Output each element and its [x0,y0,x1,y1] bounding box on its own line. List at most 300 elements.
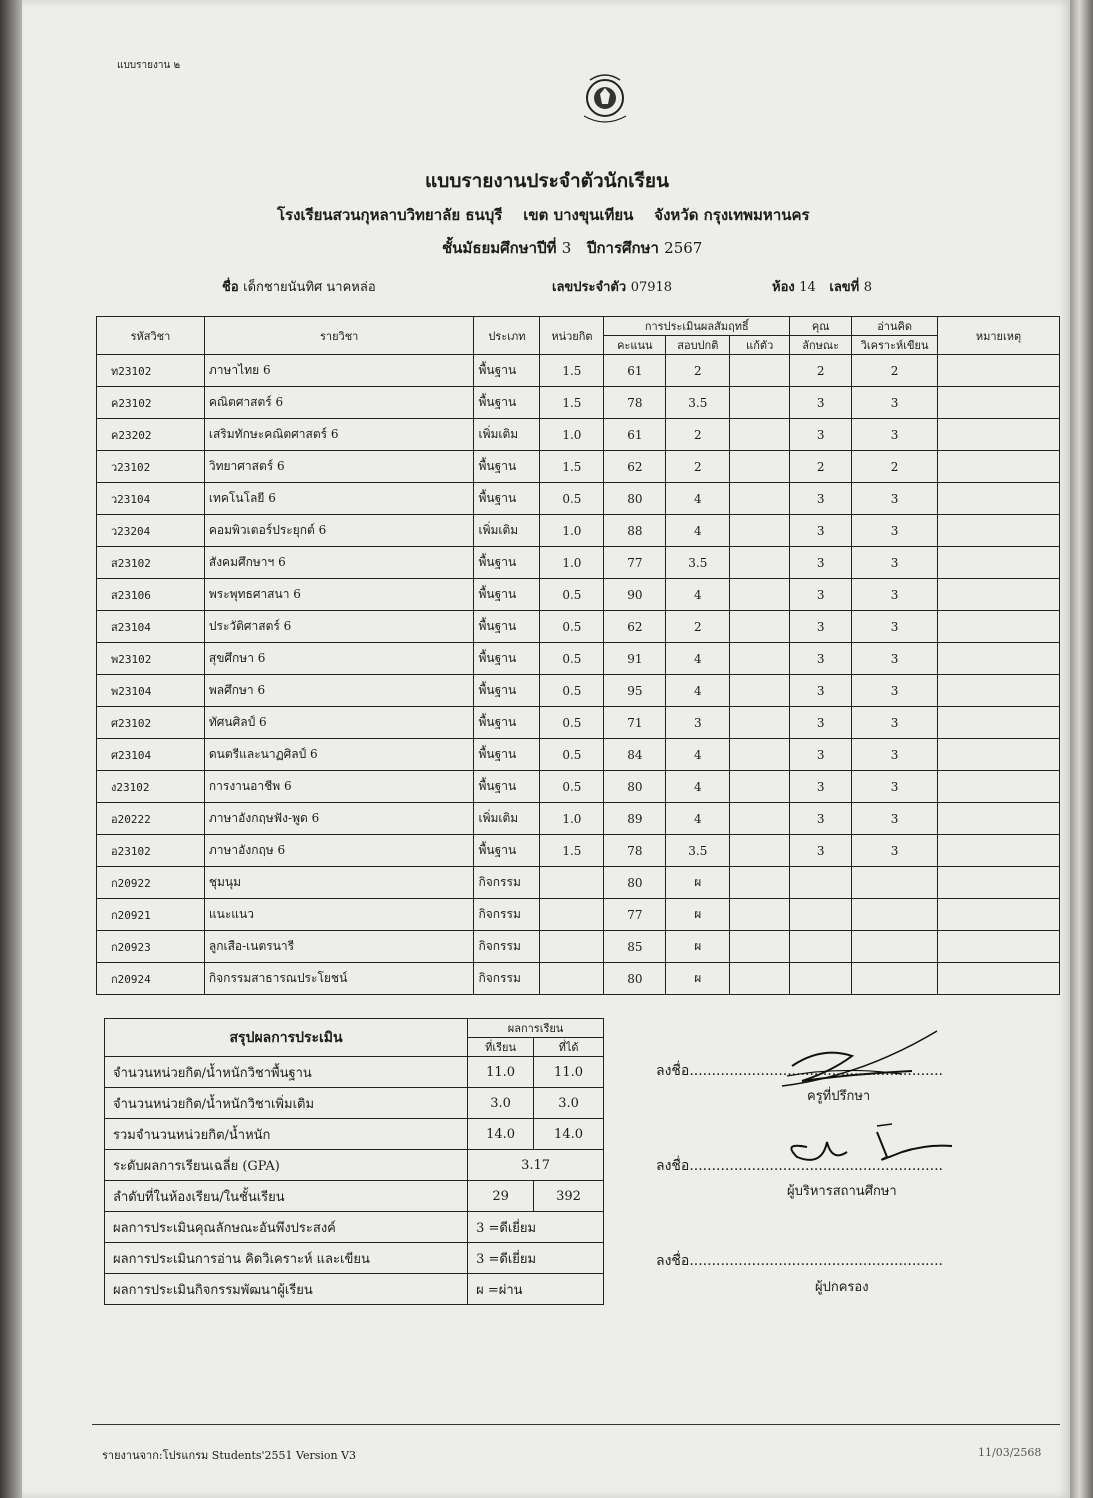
cell-remark [938,835,1060,867]
cell-remark [938,579,1060,611]
cell-subject: ดนตรีและนาฏศิลป์ 6 [204,739,474,771]
cell-exam: ผ [666,931,730,963]
cell-character: 3 [790,803,852,835]
table-row [97,451,1060,483]
cell-code: ส23102 [97,547,205,579]
cell-fix [730,739,790,771]
header-remark: หมายเหตุ [938,317,1060,355]
cell-type: พื้นฐาน [474,835,540,867]
room-label: ห้อง [772,280,795,295]
total-earned: 14.0 [534,1119,604,1150]
director-role: ผู้บริหารสถานศึกษา [787,1184,897,1199]
cell-credits: 0.5 [540,707,604,739]
student-name-line [222,276,376,297]
grades-body [97,355,1060,995]
cell-exam: 2 [666,355,730,387]
cell-character: 3 [790,547,852,579]
cell-reading: 3 [852,803,938,835]
cell-score: 61 [604,419,666,451]
cell-score: 85 [604,931,666,963]
cell-subject: วิทยาศาสตร์ 6 [204,451,474,483]
cell-score: 61 [604,355,666,387]
cell-score: 77 [604,899,666,931]
cell-character [790,931,852,963]
cell-code: ส23104 [97,611,205,643]
table-row [97,515,1060,547]
cell-character: 3 [790,387,852,419]
summary-row-character [105,1212,604,1243]
header-reading-1: อ่านคิด [852,317,938,336]
cell-type: พื้นฐาน [474,611,540,643]
cell-exam: 2 [666,451,730,483]
cell-character: 3 [790,419,852,451]
cell-remark [938,387,1060,419]
cell-exam: 3.5 [666,387,730,419]
cell-remark [938,899,1060,931]
cell-remark [938,931,1060,963]
cell-code: ก20922 [97,867,205,899]
cell-credits: 0.5 [540,483,604,515]
cell-subject: พลศึกษา 6 [204,675,474,707]
parent-role: ผู้ปกครอง [815,1280,869,1295]
summary-row-basic [105,1057,604,1088]
cell-exam: 4 [666,771,730,803]
cell-score: 84 [604,739,666,771]
cell-exam: 2 [666,611,730,643]
cell-type: พื้นฐาน [474,387,540,419]
cell-credits: 1.5 [540,835,604,867]
cell-reading: 3 [852,387,938,419]
cell-exam: 2 [666,419,730,451]
cell-credits: 0.5 [540,739,604,771]
school-province: จังหวัด กรุงเทพมหานคร [654,206,810,224]
advisor-sign-line: ลงชื่อ......................................................... [656,1063,943,1079]
header-type: ประเภท [474,317,540,355]
cell-code: พ23102 [97,643,205,675]
cell-reading: 3 [852,835,938,867]
cell-character: 3 [790,483,852,515]
number-label: เลขที่ [829,280,860,295]
table-row [97,771,1060,803]
cell-credits: 1.0 [540,419,604,451]
cell-type: พื้นฐาน [474,355,540,387]
cell-score: 62 [604,611,666,643]
cell-code: ศ23102 [97,707,205,739]
cell-character: 3 [790,579,852,611]
cell-credits: 0.5 [540,611,604,643]
header-code: รหัสวิชา [97,317,205,355]
cell-credits: 1.0 [540,515,604,547]
cell-reading: 3 [852,483,938,515]
cell-remark [938,419,1060,451]
table-row [97,643,1060,675]
cell-code: ศ23104 [97,739,205,771]
cell-score: 80 [604,483,666,515]
cell-score: 71 [604,707,666,739]
cell-character: 3 [790,835,852,867]
gpa-label: ระดับผลการเรียนเฉลี่ย (GPA) [105,1150,468,1181]
cell-credits: 0.5 [540,771,604,803]
table-row [97,675,1060,707]
cell-subject: เสริมทักษะคณิตศาสตร์ 6 [204,419,474,451]
school-line [277,203,810,227]
summary-row-reading [105,1243,604,1274]
cell-subject: ประวัติศาสตร์ 6 [204,611,474,643]
summary-result-header: ผลการเรียน [468,1019,604,1038]
reading-label: ผลการประเมินการอ่าน คิดวิเคราะห์ และเขียน [105,1243,468,1274]
cell-remark [938,771,1060,803]
cell-remark [938,867,1060,899]
cell-fix [730,931,790,963]
cell-type: พื้นฐาน [474,707,540,739]
cell-code: ว23204 [97,515,205,547]
cell-remark [938,643,1060,675]
total-label: รวมจำนวนหน่วยกิต/น้ำหนัก [105,1119,468,1150]
cell-credits [540,899,604,931]
cell-character: 2 [790,355,852,387]
cell-subject: กิจกรรมสาธารณประโยชน์ [204,963,474,995]
summary-col-earned: ที่ได้ [534,1038,604,1057]
cell-exam: 4 [666,643,730,675]
extra-label: จำนวนหน่วยกิต/น้ำหนักวิชาเพิ่มเติม [105,1088,468,1119]
cell-exam: 3.5 [666,835,730,867]
student-name: เด็กชายนันทิศ นาคหล่อ [243,280,376,295]
cell-type: เพิ่มเติม [474,419,540,451]
cell-remark [938,675,1060,707]
cell-reading: 3 [852,771,938,803]
room-value: 14 [799,280,816,295]
table-row [97,931,1060,963]
cell-reading: 2 [852,355,938,387]
name-label: ชื่อ [222,280,239,295]
rank-class: 392 [534,1181,604,1212]
cell-subject: พระพุทธศาสนา 6 [204,579,474,611]
header-reading-2: วิเคราะห์เขียน [852,336,938,355]
cell-score: 80 [604,771,666,803]
table-row [97,867,1060,899]
cell-fix [730,867,790,899]
cell-credits: 1.5 [540,387,604,419]
level-label: ชั้นมัธยมศึกษาปีที่ [442,239,557,257]
cell-credits: 1.0 [540,547,604,579]
school-name: โรงเรียนสวนกุหลาบวิทยาลัย ธนบุรี [277,206,503,224]
cell-exam: 4 [666,579,730,611]
cell-fix [730,579,790,611]
cell-subject: คณิตศาสตร์ 6 [204,387,474,419]
cell-score: 91 [604,643,666,675]
cell-reading: 3 [852,515,938,547]
student-id: 07918 [630,280,673,295]
table-row [97,579,1060,611]
cell-remark [938,611,1060,643]
cell-remark [938,451,1060,483]
cell-subject: แนะแนว [204,899,474,931]
cell-exam: ผ [666,867,730,899]
cell-reading: 3 [852,579,938,611]
header-score: คะแนน [604,336,666,355]
cell-code: ค23102 [97,387,205,419]
table-row [97,963,1060,995]
cell-type: พื้นฐาน [474,643,540,675]
cell-type: พื้นฐาน [474,675,540,707]
cell-reading [852,899,938,931]
cell-score: 88 [604,515,666,547]
cell-fix [730,387,790,419]
table-row [97,803,1060,835]
form-code: แบบรายงาน ๒ [117,60,181,71]
cell-reading [852,963,938,995]
cell-credits: 0.5 [540,579,604,611]
cell-subject: ภาษาไทย 6 [204,355,474,387]
report-title: แบบรายงานประจำตัวนักเรียน [425,170,669,192]
character-value: 3 =ดีเยี่ยม [468,1212,604,1243]
cell-reading [852,867,938,899]
director-signature-icon [752,1112,952,1172]
cell-reading: 3 [852,707,938,739]
cell-score: 89 [604,803,666,835]
cell-exam: ผ [666,899,730,931]
cell-code: ว23104 [97,483,205,515]
basic-earned: 11.0 [534,1057,604,1088]
cell-character: 3 [790,771,852,803]
cell-fix [730,355,790,387]
summary-title: สรุปผลการประเมิน [105,1019,468,1057]
cell-type: พื้นฐาน [474,579,540,611]
header-credits: หน่วยกิต [540,317,604,355]
cell-code: ก20921 [97,899,205,931]
cell-exam: 4 [666,739,730,771]
cell-exam: 4 [666,675,730,707]
cell-fix [730,643,790,675]
cell-type: กิจกรรม [474,899,540,931]
cell-reading: 3 [852,739,938,771]
table-row [97,835,1060,867]
cell-subject: สังคมศึกษาฯ 6 [204,547,474,579]
cell-type: กิจกรรม [474,931,540,963]
cell-character: 3 [790,707,852,739]
advisor-role: ครูที่ปรึกษา [807,1089,871,1104]
cell-remark [938,355,1060,387]
cell-character: 3 [790,675,852,707]
number-value: 8 [863,280,873,295]
cell-code: ส23106 [97,579,205,611]
cell-character: 3 [790,515,852,547]
summary-row-total [105,1119,604,1150]
room-line [772,276,872,297]
cell-subject: สุขศึกษา 6 [204,643,474,675]
year-label: ปีการศึกษา [586,239,659,257]
footer-divider [92,1424,1060,1425]
cell-fix [730,803,790,835]
cell-reading [852,931,938,963]
cell-exam: 4 [666,483,730,515]
cell-subject: การงานอาชีพ 6 [204,771,474,803]
cell-score: 62 [604,451,666,483]
cell-fix [730,963,790,995]
cell-exam: 3 [666,707,730,739]
cell-type: พื้นฐาน [474,739,540,771]
cell-remark [938,707,1060,739]
basic-studied: 11.0 [468,1057,534,1088]
cell-remark [938,515,1060,547]
report-paper [22,0,1072,1498]
grades-table [96,316,1060,995]
cell-type: พื้นฐาน [474,771,540,803]
rank-room: 29 [468,1181,534,1212]
cell-character [790,899,852,931]
cell-fix [730,451,790,483]
table-row [97,483,1060,515]
header-subject: รายวิชา [204,317,474,355]
cell-code: พ23104 [97,675,205,707]
header-assessment: การประเมินผลสัมฤทธิ์ [604,317,790,336]
cell-reading: 3 [852,675,938,707]
cell-credits [540,931,604,963]
table-row [97,387,1060,419]
header-fix: แก้ตัว [730,336,790,355]
summary-row-extra [105,1088,604,1119]
cell-fix [730,483,790,515]
cell-credits: 1.0 [540,803,604,835]
cell-type: พื้นฐาน [474,451,540,483]
cell-credits: 1.5 [540,451,604,483]
level-value: 3 [561,239,572,257]
cell-type: เพิ่มเติม [474,803,540,835]
cell-subject: ลูกเสือ-เนตรนารี [204,931,474,963]
cell-reading: 3 [852,611,938,643]
summary-col-studied: ที่เรียน [468,1038,534,1057]
cell-remark [938,739,1060,771]
cell-exam: 4 [666,803,730,835]
cell-subject: ภาษาอังกฤษ 6 [204,835,474,867]
cell-character: 2 [790,451,852,483]
cell-subject: ทัศนศิลป์ 6 [204,707,474,739]
cell-fix [730,675,790,707]
cell-reading: 3 [852,419,938,451]
header-character-1: คุณ [790,317,852,336]
binder-left-edge [0,0,22,1498]
footer-date: 11/03/2568 [978,1446,1042,1459]
activity-value: ผ =ผ่าน [468,1274,604,1305]
cell-character: 3 [790,611,852,643]
cell-code: ก20924 [97,963,205,995]
cell-exam: ผ [666,963,730,995]
table-row [97,419,1060,451]
cell-code: อ20222 [97,803,205,835]
cell-code: ก20923 [97,931,205,963]
summary-row-rank [105,1181,604,1212]
cell-reading: 3 [852,643,938,675]
table-row [97,611,1060,643]
cell-fix [730,771,790,803]
cell-type: กิจกรรม [474,867,540,899]
cell-exam: 3.5 [666,547,730,579]
gpa-value: 3.17 [468,1150,604,1181]
cell-character: 3 [790,739,852,771]
basic-label: จำนวนหน่วยกิต/น้ำหนักวิชาพื้นฐาน [105,1057,468,1088]
year-value: 2567 [664,239,703,257]
cell-fix [730,611,790,643]
cell-fix [730,547,790,579]
cell-credits [540,963,604,995]
cell-subject: คอมพิวเตอร์ประยุกต์ 6 [204,515,474,547]
extra-earned: 3.0 [534,1088,604,1119]
cell-reading: 2 [852,451,938,483]
extra-studied: 3.0 [468,1088,534,1119]
cell-score: 80 [604,867,666,899]
cell-type: พื้นฐาน [474,483,540,515]
rank-label: ลำดับที่ในห้องเรียน/ในชั้นเรียน [105,1181,468,1212]
cell-type: เพิ่มเติม [474,515,540,547]
cell-score: 78 [604,835,666,867]
cell-type: พื้นฐาน [474,547,540,579]
class-line [442,236,702,260]
cell-code: ง23102 [97,771,205,803]
table-row [97,739,1060,771]
summary-row-activity [105,1274,604,1305]
cell-code: ท23102 [97,355,205,387]
cell-remark [938,963,1060,995]
table-row [97,547,1060,579]
cell-type: กิจกรรม [474,963,540,995]
cell-score: 77 [604,547,666,579]
cell-character: 3 [790,643,852,675]
cell-score: 90 [604,579,666,611]
cell-credits [540,867,604,899]
summary-table [104,1018,604,1305]
cell-subject: ชุมนุม [204,867,474,899]
header-exam: สอบปกติ [666,336,730,355]
table-row [97,707,1060,739]
cell-reading: 3 [852,547,938,579]
school-seal-icon [570,66,640,128]
cell-credits: 1.5 [540,355,604,387]
cell-subject: เทคโนโลยี 6 [204,483,474,515]
cell-score: 95 [604,675,666,707]
cell-fix [730,419,790,451]
director-sign-line: ลงชื่อ......................................................... [656,1158,943,1174]
table-row [97,899,1060,931]
character-label: ผลการประเมินคุณลักษณะอันพึงประสงค์ [105,1212,468,1243]
cell-fix [730,835,790,867]
cell-subject: ภาษาอังกฤษฟัง-พูด 6 [204,803,474,835]
total-studied: 14.0 [468,1119,534,1150]
cell-score: 78 [604,387,666,419]
footer-source: รายงานจาก:โปรแกรม Students'2551 Version V3 [102,1449,357,1462]
id-label: เลขประจำตัว [552,280,627,295]
cell-remark [938,547,1060,579]
cell-fix [730,899,790,931]
cell-score: 80 [604,963,666,995]
cell-credits: 0.5 [540,675,604,707]
summary-row-gpa [105,1150,604,1181]
reading-value: 3 =ดีเยี่ยม [468,1243,604,1274]
activity-label: ผลการประเมินกิจกรรมพัฒนาผู้เรียน [105,1274,468,1305]
cell-fix [730,707,790,739]
cell-character [790,963,852,995]
cell-code: ค23202 [97,419,205,451]
cell-credits: 0.5 [540,643,604,675]
header-character-2: ลักษณะ [790,336,852,355]
school-district: เขต บางขุนเทียน [523,206,634,224]
parent-sign-line: ลงชื่อ......................................................... [656,1253,943,1269]
cell-remark [938,803,1060,835]
cell-remark [938,483,1060,515]
cell-exam: 4 [666,515,730,547]
cell-character [790,867,852,899]
cell-code: ว23102 [97,451,205,483]
table-row [97,355,1060,387]
